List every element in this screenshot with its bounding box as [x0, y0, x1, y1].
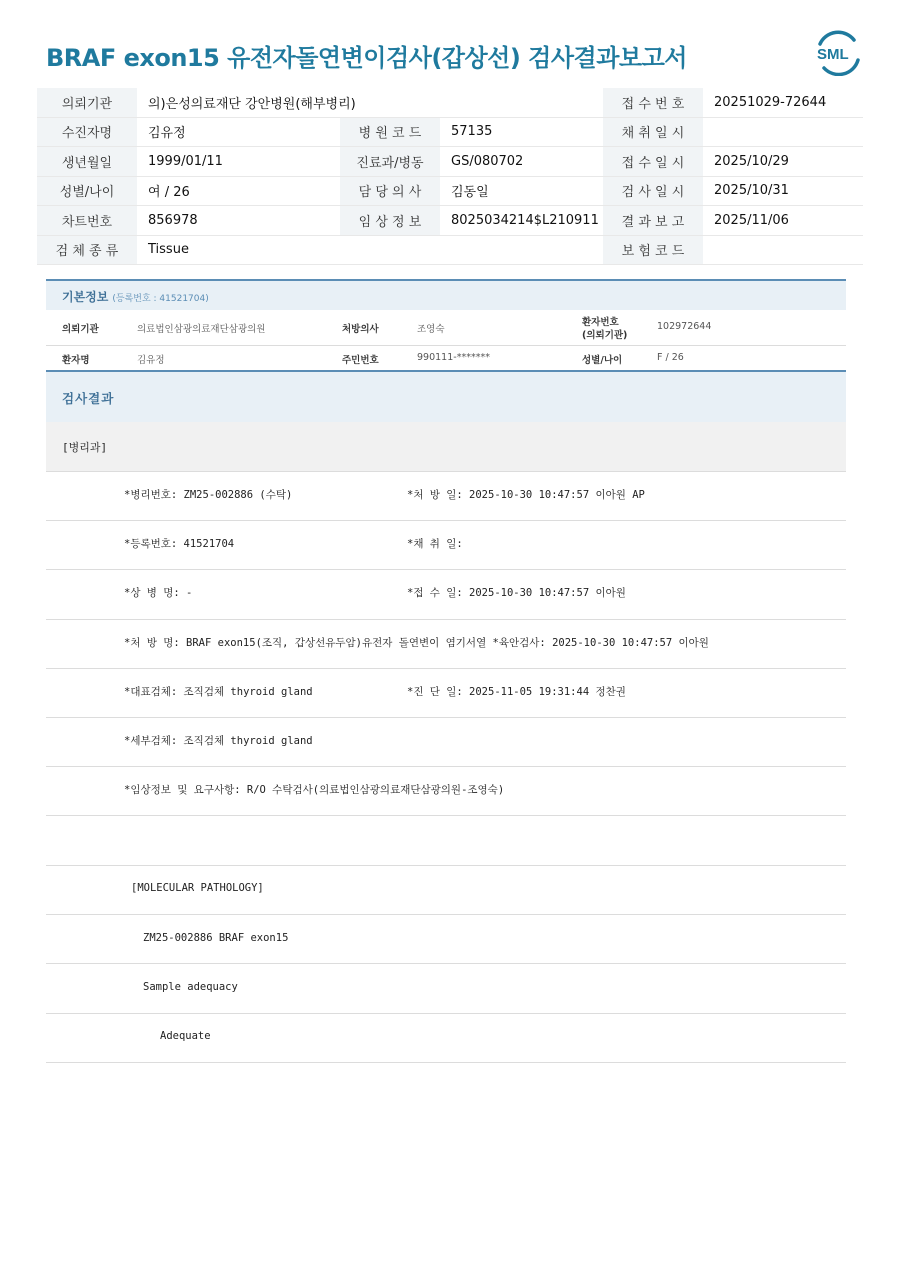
header-label: 검 사 일 시: [603, 176, 703, 206]
header-label: 진료과/병동: [340, 147, 440, 177]
label-prescriber: 처방의사: [342, 324, 379, 335]
basic-info-header: [46, 279, 846, 310]
divider: [46, 717, 846, 718]
header-value: 856978: [137, 206, 340, 236]
department-row: [46, 422, 846, 471]
divider: [46, 471, 846, 472]
header-label: 생년월일: [37, 147, 137, 177]
divider: [46, 963, 846, 964]
header-value: 1999/01/11: [137, 147, 340, 177]
label-patient-number: 환자번호: [582, 317, 619, 328]
divider: [46, 865, 846, 866]
result-field: *병리번호: ZM25-002886 (수탁): [124, 489, 293, 501]
basic-info-title: 기본정보: [62, 290, 109, 304]
report-title: BRAF exon15 유전자돌연변이검사(갑상선) 검사결과보고서: [46, 44, 687, 72]
header-value: 2025/11/06: [703, 206, 863, 236]
svg-text:SML: SML: [817, 46, 849, 63]
department-label: [병리과]: [62, 441, 108, 454]
result-field: *접 수 일: 2025-10-30 10:47:57 이아원: [407, 587, 626, 600]
label-patient-name: 환자명: [62, 355, 90, 366]
molecular-line: ZM25-002886 BRAF exon15: [143, 932, 289, 944]
header-label: 결 과 보 고: [603, 206, 703, 236]
result-field: *채 취 일:: [407, 538, 463, 551]
molecular-heading: [MOLECULAR PATHOLOGY]: [131, 882, 264, 894]
molecular-line: Sample adequacy: [143, 981, 238, 993]
label-patient-number-org: (의뢰기관): [582, 330, 628, 341]
result-field: *대표검체: 조직검체 thyroid gland: [124, 685, 313, 698]
divider: [46, 914, 846, 915]
header-label: 성별/나이: [37, 176, 137, 206]
result-field: *처 방 명: BRAF exon15(조직, 갑상선유두암)유전자 돌연변이 염기서열 *육안검사: 2025-10-30 10:47:57 이아원: [124, 636, 709, 649]
result-field: *상 병 명: -: [124, 587, 193, 600]
value-prescriber: 조영숙: [417, 324, 445, 335]
header-value: 여 / 26: [137, 176, 340, 206]
header-label: 보 험 코 드: [603, 235, 703, 265]
value-patient-name: 김유정: [137, 355, 165, 366]
header-value: [703, 117, 863, 147]
header-row: [37, 147, 863, 177]
patient-header-table: [37, 88, 863, 265]
molecular-line: Adequate: [160, 1030, 211, 1042]
header-value: 57135: [440, 117, 603, 147]
divider: [46, 668, 846, 669]
header-value: 8025034214$L210911: [440, 206, 603, 236]
header-value: 김유정: [137, 117, 340, 147]
header-value: [703, 235, 863, 265]
value-requesting-org: 의료법인삼광의료재단삼광의원: [137, 324, 266, 335]
header-row: [37, 176, 863, 206]
header-label: 담 당 의 사: [340, 176, 440, 206]
header-value: 의)은성의료재단 강안병원(해부병리): [137, 88, 603, 117]
header-row: [37, 117, 863, 147]
results-title: 검사결과: [62, 391, 115, 406]
result-field: *진 단 일: 2025-11-05 19:31:44 정찬권: [407, 685, 626, 698]
divider: [46, 766, 846, 767]
header-label: 병 원 코 드: [340, 117, 440, 147]
value-resident-number: 990111-*******: [417, 352, 490, 363]
header-value: 2025/10/31: [703, 176, 863, 206]
header-value: 2025/10/29: [703, 147, 863, 177]
header-label: 임 상 정 보: [340, 206, 440, 236]
header-value: Tissue: [137, 235, 603, 265]
label-requesting-org: 의뢰기관: [62, 324, 99, 335]
divider: [46, 815, 846, 816]
header-label: 수진자명: [37, 117, 137, 147]
header-value: 20251029-72644: [703, 88, 863, 117]
header-label: 채 취 일 시: [603, 117, 703, 147]
label-sex-age: 성별/나이: [582, 355, 623, 366]
result-field: *세부검체: 조직검체 thyroid gland: [124, 735, 313, 747]
divider: [46, 569, 846, 570]
basic-info-row-2: [46, 346, 846, 370]
header-label: 접 수 번 호: [603, 88, 703, 117]
sml-logo: [814, 30, 862, 76]
header-row: [37, 206, 863, 236]
registration-number: (등록번호 : 41521704): [112, 294, 209, 304]
label-resident-number: 주민번호: [342, 355, 379, 366]
result-field: *처 방 일: 2025-10-30 10:47:57 이아원 AP: [407, 489, 645, 501]
header-row: [37, 235, 863, 265]
header-label: 접 수 일 시: [603, 147, 703, 177]
value-sex-age: F / 26: [657, 352, 684, 363]
header-label: 차트번호: [37, 206, 137, 236]
result-field: *임상정보 및 요구사항: R/O 수탁검사(의료법인삼광의료재단삼광의원-조영숙): [124, 784, 505, 797]
results-header: [46, 370, 846, 422]
header-label: 의뢰기관: [37, 88, 137, 117]
divider: [46, 1062, 846, 1063]
result-field: *등록번호: 41521704: [124, 538, 235, 551]
divider: [46, 1013, 846, 1014]
header-value: 김동일: [440, 176, 603, 206]
header-label: 검 체 종 류: [37, 235, 137, 265]
header-value: GS/080702: [440, 147, 603, 177]
divider: [46, 520, 846, 521]
divider: [46, 619, 846, 620]
basic-info-row-1: [46, 310, 846, 346]
value-patient-number: 102972644: [657, 321, 712, 332]
header-row: [37, 88, 863, 117]
